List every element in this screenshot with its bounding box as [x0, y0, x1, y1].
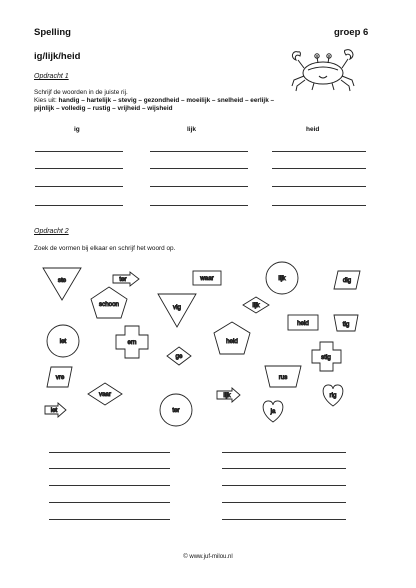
shape-label: lijk: [223, 392, 231, 399]
shape-label: tig: [342, 321, 350, 328]
shape-label: schoon: [99, 301, 119, 308]
shape-arrow-lijk: [217, 388, 240, 402]
answer-line[interactable]: [49, 452, 170, 453]
shape-label: heid: [226, 338, 238, 345]
shape-pentagon-heid: [214, 322, 250, 354]
exercise2-heading: Opdracht 2: [34, 228, 69, 235]
worksheet-title: Spelling: [34, 27, 71, 38]
shape-diamond-lijk: [243, 297, 269, 313]
choose-prefix: Kies uit:: [34, 97, 59, 104]
shape-circle-lijk: [266, 262, 298, 294]
shape-label: dig: [342, 277, 352, 284]
shape-arrow-let: [45, 403, 66, 417]
shape-parallelogram-vre: [47, 367, 72, 387]
shape-label: vaar: [98, 391, 112, 398]
shape-label: let: [59, 338, 67, 345]
shape-label: ern: [127, 339, 137, 346]
shape-label: lijk: [278, 275, 286, 282]
shape-label: heid: [297, 320, 309, 327]
word-list-part1: handig – hartelijk – stevig – gezondheid – moeilijk – snelheid – eerlijk –: [58, 97, 275, 104]
shape-trapezoid-tig: [334, 315, 358, 331]
shape-label: vig: [173, 304, 181, 311]
exercise1-instruction: Schrijf de woorden in de juiste rij.: [34, 89, 128, 96]
shape-diamond-vaar: [88, 383, 122, 405]
shape-heart-ja: [263, 401, 283, 422]
answer-line[interactable]: [222, 452, 346, 453]
shape-label: ter: [172, 407, 180, 414]
shape-diamond-ge: [167, 347, 191, 365]
column-header-lijk: lijk: [187, 126, 197, 133]
shape-label: waar: [200, 275, 214, 282]
shape-label: ste: [57, 277, 67, 284]
shape-rectangle-waar: [193, 271, 221, 285]
shape-label: ja: [270, 408, 276, 415]
shape-parallelogram-dig: [334, 271, 360, 289]
column-header-heid: heid: [306, 126, 320, 133]
shape-label: ter: [119, 276, 127, 283]
shape-rectangle-heid: [288, 315, 318, 330]
exercise2-instruction: Zoek de vormen bij elkaar en schrijf het woord op.: [34, 245, 176, 252]
answer-line[interactable]: [49, 468, 170, 469]
answer-line[interactable]: [222, 519, 346, 520]
topic-title: ig/lijk/heid: [34, 51, 81, 62]
grade-label: groep 6: [334, 27, 369, 38]
answer-line[interactable]: [49, 502, 170, 503]
shape-cross-ern: [116, 326, 148, 358]
word-choices-line2: pijnlijk – volledig – rustig – vrijheid – wijsheid: [34, 105, 173, 112]
shape-label: stig: [321, 354, 331, 361]
shape-triangle-ste: [43, 268, 81, 300]
shape-label: vre: [55, 374, 65, 381]
shape-pentagon-schoon: [91, 287, 127, 318]
answer-line[interactable]: [222, 485, 346, 486]
shape-cross-stig: [312, 342, 341, 371]
shape-circle-ter: [160, 394, 192, 426]
shape-heart-rig: [323, 385, 343, 406]
answer-line[interactable]: [222, 502, 346, 503]
footer-copyright: © www.juf-milou.nl: [183, 554, 233, 560]
shape-label: lijk: [252, 302, 260, 309]
answer-line[interactable]: [49, 485, 170, 486]
shape-circle-let: [47, 325, 79, 357]
shape-trapezoid-rus: [265, 366, 301, 387]
shape-label: let: [50, 407, 58, 414]
shape-label: rig: [329, 392, 337, 399]
exercise1-heading: Opdracht 1: [34, 73, 69, 80]
answer-line[interactable]: [49, 519, 170, 520]
answer-line[interactable]: [222, 468, 346, 469]
shape-arrow-ter: [113, 272, 139, 286]
column-header-ig: ig: [74, 126, 80, 133]
shape-label: rus: [278, 374, 288, 381]
shape-label: ge: [175, 353, 183, 360]
shape-triangle-vig: [158, 294, 196, 327]
